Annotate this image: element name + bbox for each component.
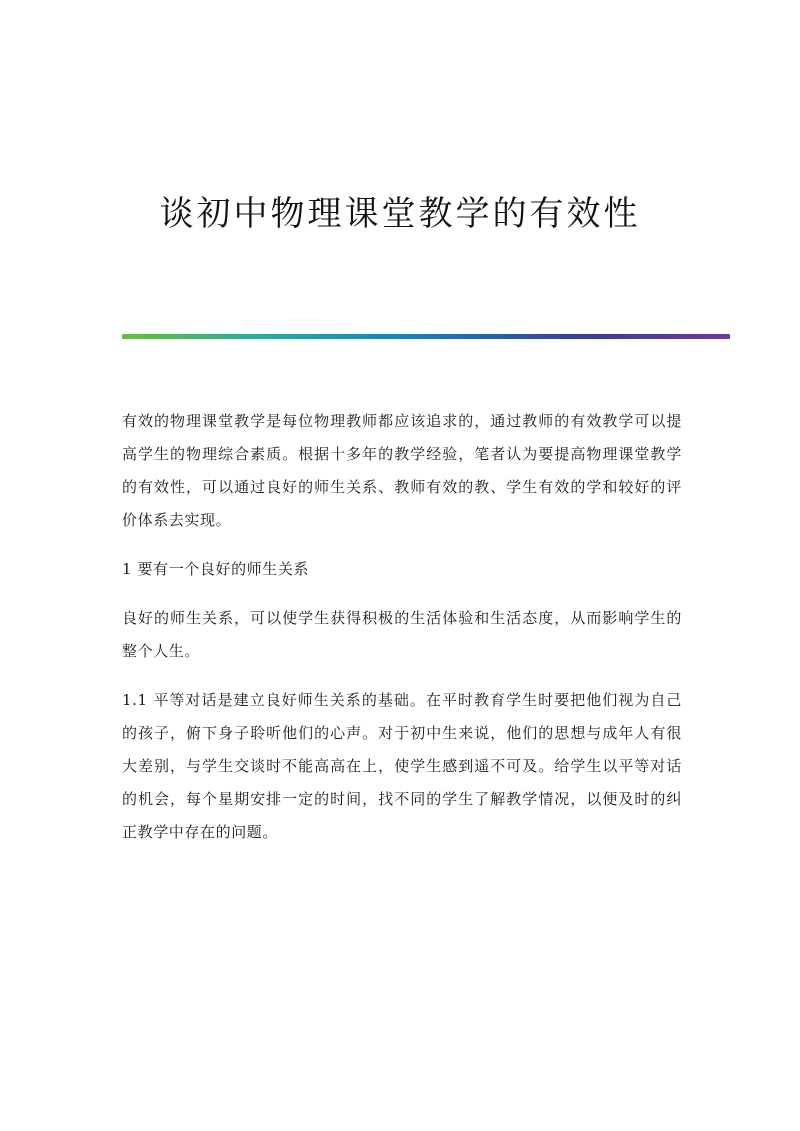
title-divider (122, 334, 730, 339)
paragraph-section-1: 良好的师生关系，可以使学生获得积极的生活体验和生活态度，从而影响学生的整个人生。 (122, 609, 682, 660)
page-title: 谈初中物理课堂教学的有效性 (159, 194, 641, 234)
document-body (122, 405, 682, 865)
paragraph-intro: 有效的物理课堂教学是每位物理教师都应该追求的，通过教师的有效教学可以提高学生的物理综合素质。根据十多年的教学经验，笔者认为要提高物理课堂教学的有效性，可以通过良好的师生关系、教师有效的教、学生有效的学和较好的评价体系去实现。 (122, 412, 682, 529)
paragraph-subsection-1-1: 1.1 平等对话是建立良好师生关系的基础。在平时教育学生时要把他们视为自己的孩子，俯下身子聆听他们的心声。对于初中生来说，他们的思想与成年人有很大差别，与学生交谈时不能高高在上，使学生感到遥不可及。给学生以平等对话的机会，每个星期安排一定的时间，找不同的学生了解教学情况，以便及时的纠正教学中存在的问题。 (122, 691, 682, 841)
section-heading-1: 1 要有一个良好的师生关系 (122, 560, 310, 578)
